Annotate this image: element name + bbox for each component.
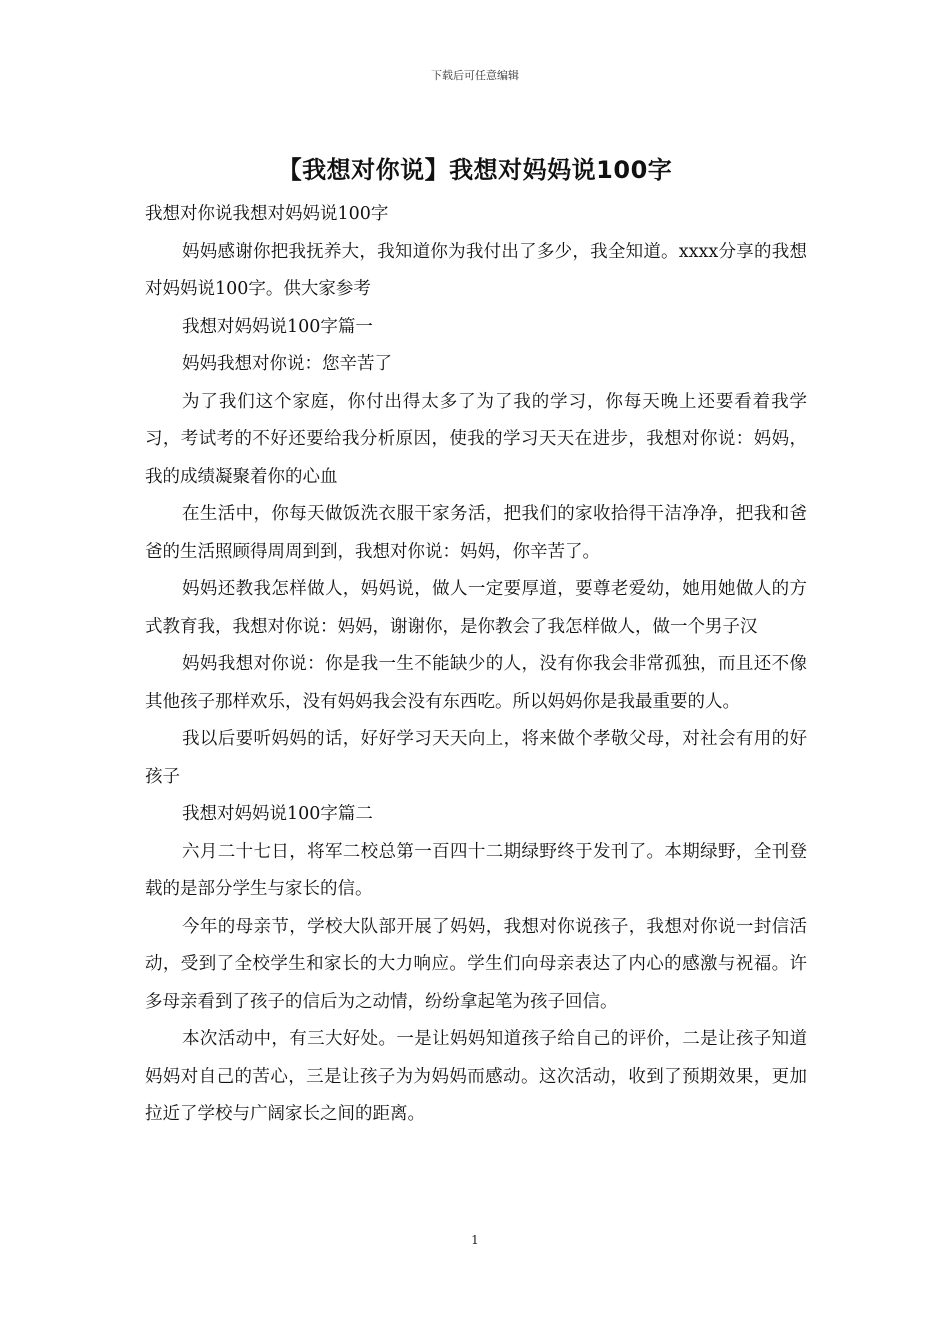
document-title: 【我想对你说】我想对妈妈说100字 (277, 156, 673, 184)
subtitle-line: 我想对你说我想对妈妈说100字 (145, 204, 389, 224)
paragraph: 妈妈我想对你说：你是我一生不能缺少的人，没有你我会非常孤独，而且还不像其他孩子那样欢乐，没有妈妈我会没有东西吃。所以妈妈你是我最重要的人。 (145, 654, 807, 712)
page-number: 1 (471, 1233, 479, 1247)
document-body (145, 196, 807, 1134)
paragraph: 我以后要听妈妈的话，好好学习天天向上，将来做个孝敬父母，对社会有用的好孩子 (145, 729, 807, 787)
paragraph: 今年的母亲节，学校大队部开展了妈妈，我想对你说孩子，我想对你说一封信活动，受到了全校学生和家长的大力响应。学生们向母亲表达了内心的感激与祝福。许多母亲看到了孩子的信后为之动情，纷纷拿起笔为孩子回信。 (145, 916, 807, 1012)
paragraph: 在生活中，你每天做饭洗衣服干家务活，把我们的家收拾得干洁净净，把我和爸爸的生活照顾得周周到到，我想对你说：妈妈，你辛苦了。 (145, 504, 807, 562)
page-header: 下载后可任意编辑 (431, 69, 519, 82)
section-heading: 我想对妈妈说100字篇一 (182, 316, 373, 337)
section-heading: 我想对妈妈说100字篇二 (182, 804, 373, 824)
paragraph: 六月二十七日，将军二校总第一百四十二期绿野终于发刊了。本期绿野，全刊登载的是部分学生与家长的信。 (145, 841, 807, 899)
paragraph: 妈妈感谢你把我抚养大，我知道你为我付出了多少，我全知道。xxxx分享的我想对妈妈说100字。供大家参考 (145, 241, 807, 299)
paragraph: 为了我们这个家庭，你付出得太多了为了我的学习，你每天晚上还要看着我学习，考试考的不好还要给我分析原因，使我的学习天天在进步，我想对你说：妈妈，我的成绩凝聚着你的心血 (145, 391, 807, 487)
paragraph: 妈妈还教我怎样做人，妈妈说，做人一定要厚道，要尊老爱幼，她用她做人的方式教育我，我想对你说：妈妈，谢谢你，是你教会了我怎样做人，做一个男子汉 (145, 579, 807, 637)
paragraph: 本次活动中，有三大好处。一是让妈妈知道孩子给自己的评价，二是让孩子知道妈妈对自己的苦心，三是让孩子为为妈妈而感动。这次活动，收到了预期效果，更加拉近了学校与广阔家长之间的距离。 (145, 1029, 807, 1124)
paragraph: 妈妈我想对你说：您辛苦了 (182, 354, 392, 374)
